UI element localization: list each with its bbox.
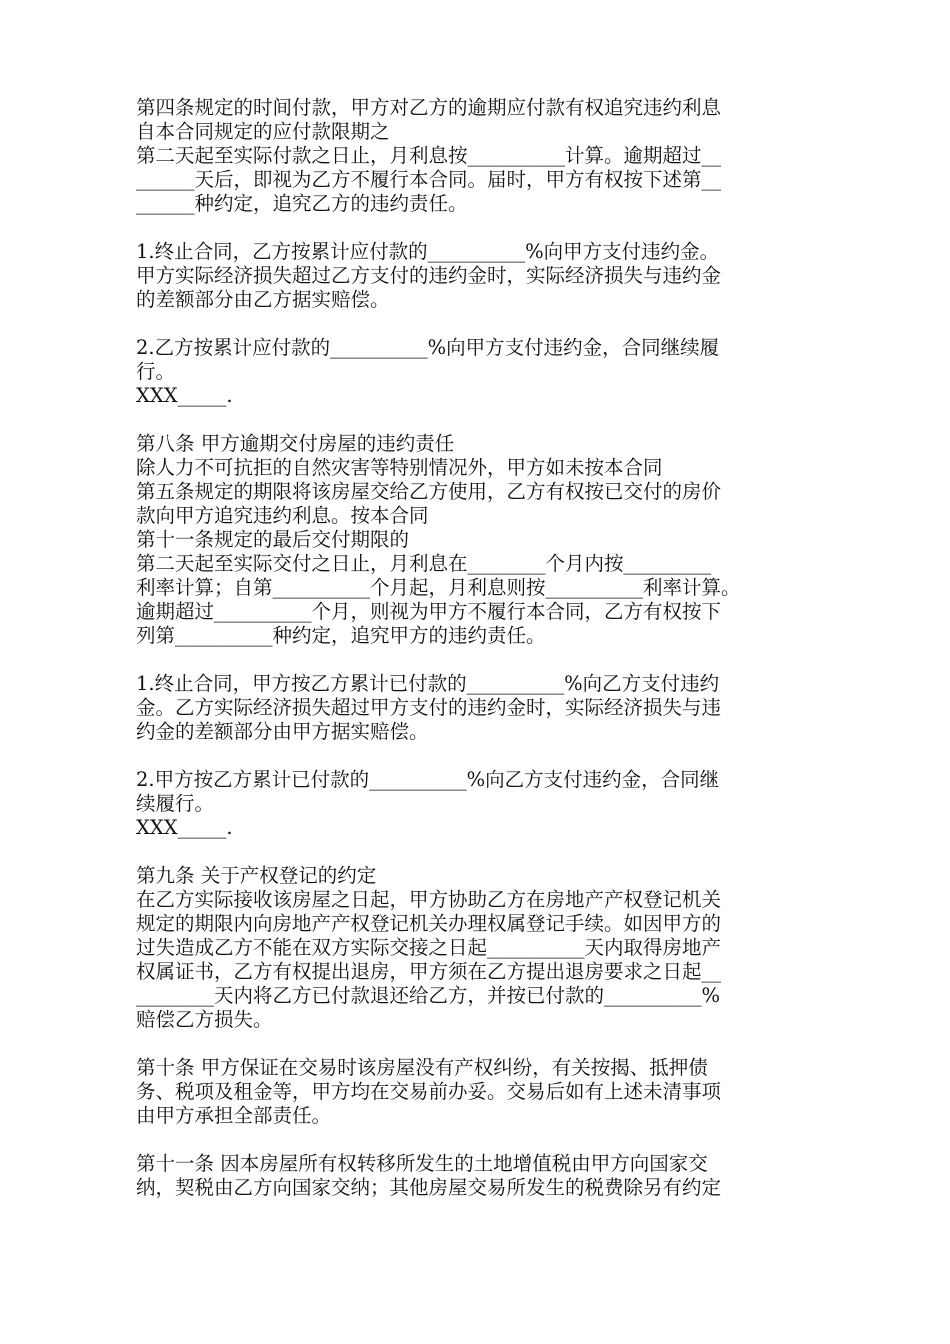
- text-line: 1.终止合同，乙方按累计应付款的__________%向甲方支付违约金。: [136, 240, 720, 263]
- paragraph-option1-seller: [136, 672, 816, 744]
- paragraph-article8: [136, 432, 816, 648]
- text-line: 续履行。: [136, 792, 215, 815]
- text-line: 第十一条规定的最后交付期限的: [136, 528, 410, 551]
- text-line: 务、税项及租金等，甲方均在交易前办妥。交易后如有上述未清事项: [136, 1080, 722, 1103]
- text-line: 行。: [136, 360, 176, 383]
- paragraph-option2-seller: [136, 768, 816, 840]
- text-line: 逾期超过__________个月，则视为甲方不履行本合同，乙方有权按下: [136, 600, 722, 623]
- text-line: 第二天起至实际付款之日止，月利息按__________计算。逾期超过__: [136, 144, 722, 167]
- text-line: 第五条规定的期限将该房屋交给乙方使用，乙方有权按已交付的房价: [136, 480, 722, 503]
- text-line: 除人力不可抗拒的自然灾害等特别情况外，甲方如未按本合同: [136, 456, 663, 479]
- paragraph-option1-buyer: [136, 240, 816, 312]
- paragraph-article11: [136, 1152, 816, 1200]
- text-line: 约金的差额部分由甲方据实赔偿。: [136, 720, 429, 743]
- document-page: [136, 96, 816, 1224]
- text-line: 的差额部分由乙方据实赔偿。: [136, 288, 390, 311]
- text-line: ______种约定，追究乙方的违约责任。: [136, 192, 468, 215]
- paragraph-article10: [136, 1056, 816, 1128]
- text-line: 第二天起至实际交付之日止，月利息在________个月内按_________: [136, 552, 712, 575]
- text-line: 金。乙方实际经济损失超过甲方支付的违约金时，实际经济损失与违: [136, 696, 722, 719]
- text-line: 第四条规定的时间付款，甲方对乙方的逾期应付款有权追究违约利息: [136, 96, 722, 119]
- text-line: 列第__________种约定，追究甲方的违约责任。: [136, 624, 546, 647]
- text-line: 由甲方承担全部责任。: [136, 1104, 332, 1127]
- text-line: 自本合同规定的应付款限期之: [136, 120, 390, 143]
- text-line: XXX_____.: [136, 816, 233, 839]
- text-line: 规定的期限内向房地产产权登记机关办理权属登记手续。如因甲方的: [136, 912, 722, 935]
- text-line: 赔偿乙方损失。: [136, 1008, 273, 1031]
- paragraph-article9: [136, 864, 816, 1032]
- text-line: ________天内将乙方已付款退还给乙方，并按已付款的__________%: [136, 984, 721, 1007]
- text-line: ______天后，即视为乙方不履行本合同。届时，甲方有权按下述第__: [136, 168, 722, 191]
- text-line: XXX_____.: [136, 384, 233, 407]
- text-line: 1.终止合同，甲方按乙方累计已付款的__________%向乙方支付违约: [136, 672, 720, 695]
- text-line: 过失造成乙方不能在双方实际交接之日起__________天内取得房地产: [136, 936, 722, 959]
- text-line: 纳，契税由乙方向国家交纳；其他房屋交易所发生的税费除另有约定: [136, 1176, 722, 1199]
- paragraph-option2-buyer: [136, 336, 816, 408]
- text-line: 利率计算；自第__________个月起，月利息则按__________利率计算。: [136, 576, 741, 599]
- text-line: 2.乙方按累计应付款的__________%向甲方支付违约金，合同继续履: [136, 336, 720, 359]
- article-heading: 第八条 甲方逾期交付房屋的违约责任: [136, 432, 455, 455]
- article-heading: 第九条 关于产权登记的约定: [136, 864, 377, 887]
- text-line: 第十一条 因本房屋所有权转移所发生的土地增值税由甲方向国家交: [136, 1152, 708, 1175]
- text-line: 在乙方实际接收该房屋之日起，甲方协助乙方在房地产产权登记机关: [136, 888, 722, 911]
- text-line: 款向甲方追究违约利息。按本合同: [136, 504, 429, 527]
- paragraph-article4-overdue-payment: [136, 96, 816, 216]
- text-line: 第十条 甲方保证在交易时该房屋没有产权纠纷，有关按揭、抵押债: [136, 1056, 708, 1079]
- text-line: 权属证书，乙方有权提出退房，甲方须在乙方提出退房要求之日起__: [136, 960, 722, 983]
- text-line: 2.甲方按乙方累计已付款的__________%向乙方支付违约金，合同继: [136, 768, 720, 791]
- text-line: 甲方实际经济损失超过乙方支付的违约金时，实际经济损失与违约金: [136, 264, 722, 287]
